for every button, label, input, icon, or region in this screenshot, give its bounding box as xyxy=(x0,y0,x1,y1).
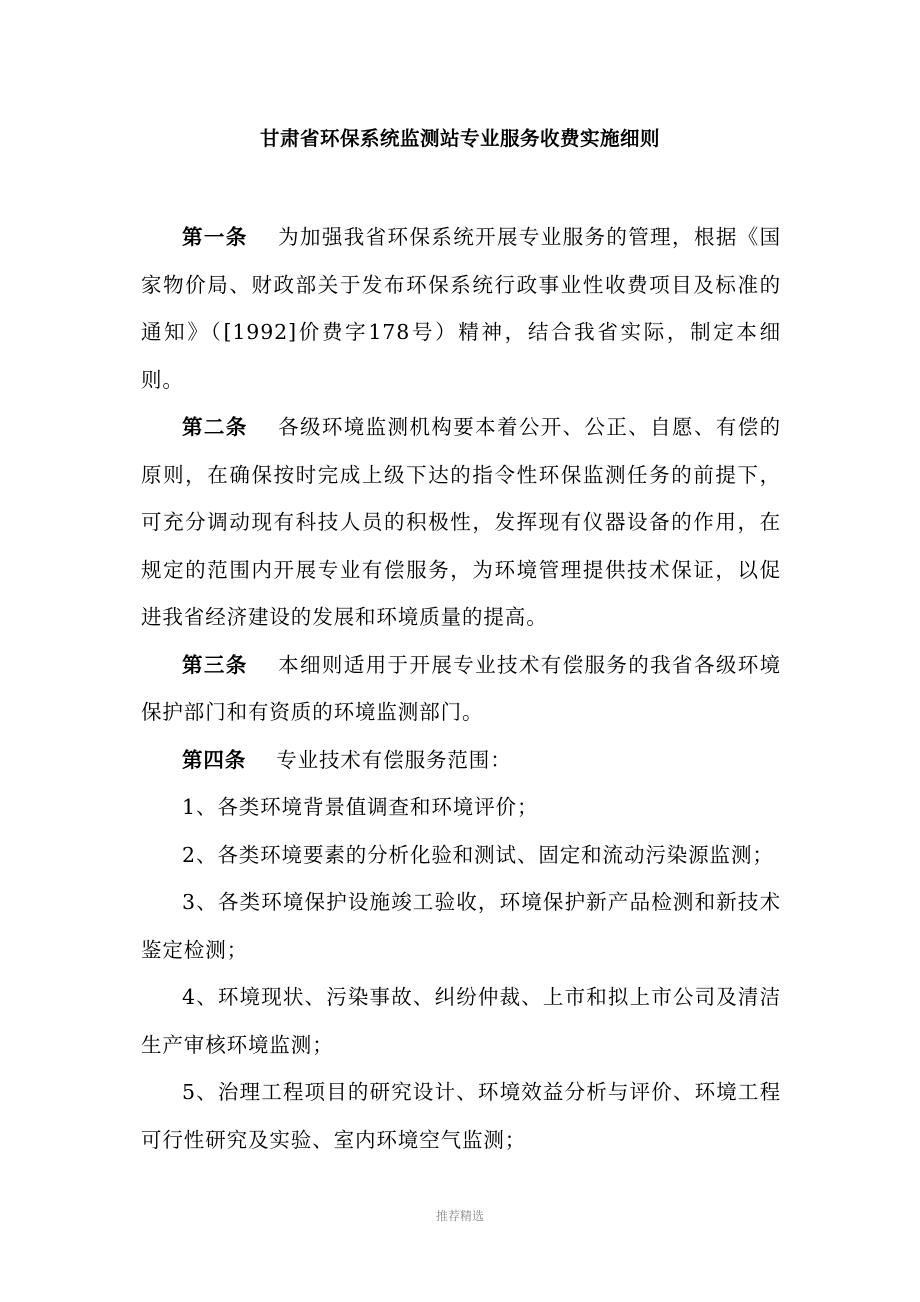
article-label: 第二条 xyxy=(182,415,248,439)
list-item: 1、各类环境背景值调查和环境评价； xyxy=(182,795,539,819)
list-item: 3、各类环境保护设施竣工验收，环境保护新产品检测和新技术鉴定检测； xyxy=(141,890,781,962)
article-text: 为加强我省环保系统开展专业服务的管理，根据《国家物价局、财政部关于发布环保系统行政事业性收费项目及标准的通知》（[1992]价费字178号）精神，结合我省实际，制定本细则。 xyxy=(141,225,781,392)
article-1 xyxy=(141,214,781,404)
article-text: 专业技术有偿服务范围： xyxy=(276,747,512,772)
document-title: 甘肃省环保系统监测站专业服务收费实施细则 xyxy=(259,127,660,150)
document-body xyxy=(141,214,781,1164)
list-item: 5、治理工程项目的研究设计、环境效益分析与评价、环境工程可行性研究及实验、室内环境空气监测； xyxy=(141,1080,781,1152)
article-4 xyxy=(141,737,781,785)
list-item: 4、环境现状、污染事故、纠纷仲裁、上市和拟上市公司及清洁生产审核环境监测； xyxy=(141,985,781,1057)
article-text: 各级环境监测机构要本着公开、公正、自愿、有偿的原则，在确保按时完成上级下达的指令性环保监测任务的前提下，可充分调动现有科技人员的积极性，发挥现有仪器设备的作用，在规定的范围内开展专业有偿服务，为环境管理提供技术保证，以促进我省经济建设的发展和环境质量的提高。 xyxy=(141,415,781,629)
page-footer: 推荐精选 xyxy=(435,1209,484,1223)
article-text: 本细则适用于开展专业技术有偿服务的我省各级环境保护部门和有资质的环境监测部门。 xyxy=(141,652,781,724)
article-label: 第三条 xyxy=(182,652,248,677)
article-2 xyxy=(141,404,781,642)
article-label: 第四条 xyxy=(182,747,247,772)
list-item: 2、各类环境要素的分析化验和测试、固定和流动污染源监测； xyxy=(182,842,774,867)
article-label: 第一条 xyxy=(182,225,248,249)
article-3 xyxy=(141,642,781,737)
